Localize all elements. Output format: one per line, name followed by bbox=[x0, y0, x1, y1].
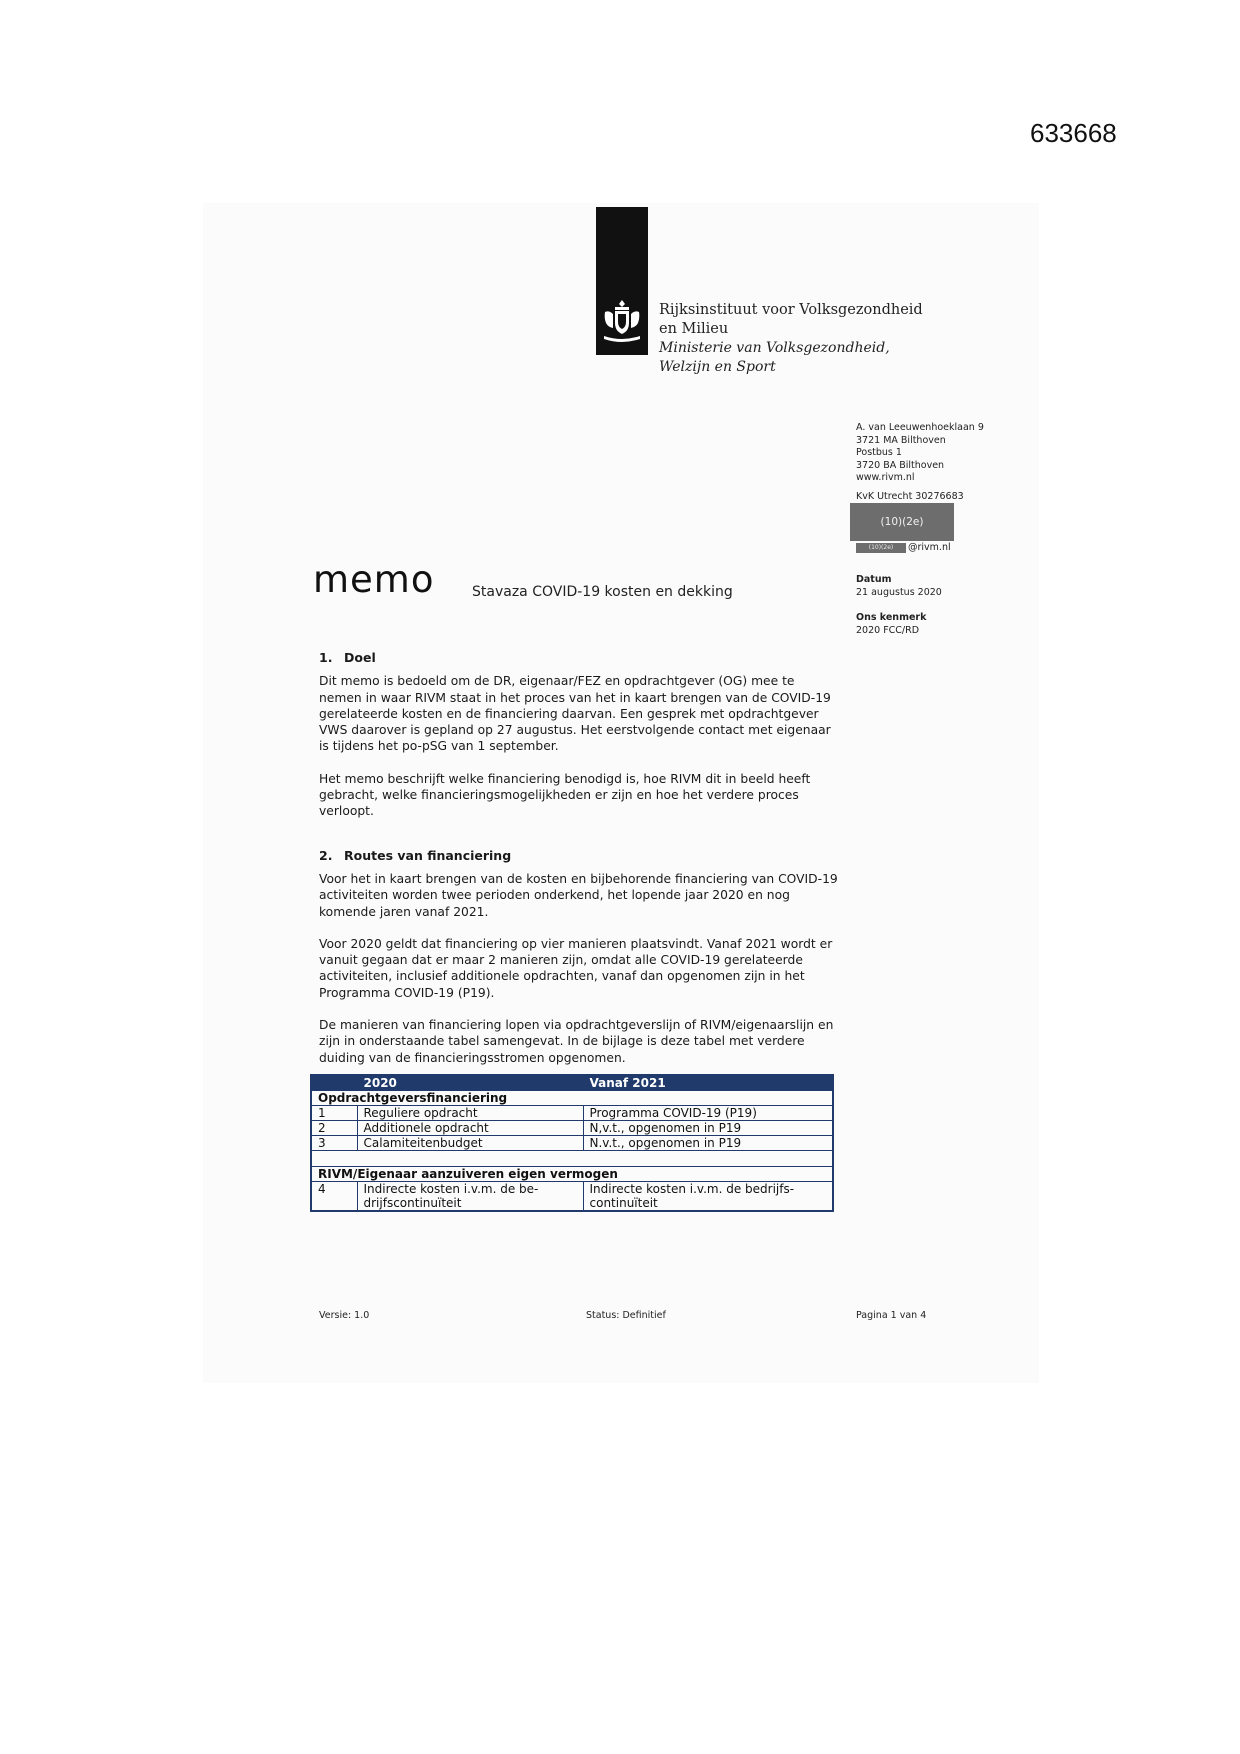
memo-body bbox=[319, 650, 839, 1082]
reference-block bbox=[856, 612, 926, 637]
table-header-2021: Vanaf 2021 bbox=[583, 1075, 833, 1091]
ministry-line-2: Welzijn en Sport bbox=[659, 359, 776, 375]
cell-line: drijfscontinuïteit bbox=[363, 1196, 462, 1210]
cell-line: continuïteit bbox=[589, 1196, 658, 1210]
section-routes bbox=[319, 848, 839, 1066]
table-cell-2020 bbox=[357, 1182, 583, 1212]
address-line: Postbus 1 bbox=[856, 447, 902, 459]
paragraph: De manieren van financiering lopen via opdrachtgeverslijn of RIVM/eigenaarslijn en zijn in onderstaande tabel samengevat. In de bijlage is deze tabel met verdere duiding van de financieringsstromen opgenomen. bbox=[319, 1018, 834, 1065]
table-cell-number: 1 bbox=[311, 1106, 357, 1121]
email-line bbox=[856, 542, 951, 553]
section-doel bbox=[319, 650, 839, 820]
section-number: 1. bbox=[319, 650, 333, 665]
organization-name bbox=[659, 301, 923, 377]
table-cell-2020: Calamiteitenbudget bbox=[357, 1136, 583, 1151]
reference-label: Ons kenmerk bbox=[856, 612, 927, 623]
section-title: Doel bbox=[344, 650, 376, 665]
section-heading bbox=[319, 848, 839, 864]
table-header-row bbox=[311, 1075, 833, 1091]
redaction-box: (10)(2e) bbox=[850, 503, 954, 541]
kvk-number: KvK Utrecht 30276683 bbox=[856, 491, 964, 502]
footer-page-number: Pagina 1 van 4 bbox=[856, 1310, 927, 1321]
address-line: A. van Leeuwenhoeklaan 9 bbox=[856, 422, 984, 433]
table-header-2020: 2020 bbox=[357, 1075, 583, 1091]
coat-of-arms-logo bbox=[601, 298, 643, 342]
org-line-1: Rijksinstituut voor Volksgezondheid bbox=[659, 302, 923, 318]
paragraph: Voor 2020 geldt dat financiering op vier manieren plaatsvindt. Vanaf 2021 wordt er vanuit gegaan dat er maar 2 manieren zijn, omdat alle COVID-19 gerelateerde activiteiten, inclusief additionele opdrachten, vanaf dan opgenomen zijn in het Programma COVID-19 (P19). bbox=[319, 936, 833, 1000]
table-cell-2021: N.v.t., opgenomen in P19 bbox=[583, 1136, 833, 1151]
paragraph: Voor het in kaart brengen van de kosten en bijbehorende financiering van COVID-19 activiteiten worden twee perioden onderkend, het lopende jaar 2020 en nog komende jaren vanaf 2021. bbox=[319, 871, 838, 919]
date-label: Datum bbox=[856, 574, 892, 585]
section-heading bbox=[319, 650, 839, 666]
table-cell-2021 bbox=[583, 1182, 833, 1212]
cell-line: Indirecte kosten i.v.m. de bedrijfs- bbox=[589, 1182, 795, 1196]
table-group-row bbox=[311, 1091, 833, 1106]
table-row bbox=[311, 1106, 833, 1121]
address-line: 3720 BA Bilthoven bbox=[856, 459, 945, 471]
table-row bbox=[311, 1121, 833, 1136]
table-cell-number: 4 bbox=[311, 1182, 357, 1212]
table-cell-2020: Reguliere opdracht bbox=[357, 1106, 583, 1121]
table-cell-2020: Additionele opdracht bbox=[357, 1121, 583, 1136]
table-group-label: Opdrachtgeversfinanciering bbox=[311, 1091, 833, 1106]
table-row bbox=[311, 1182, 833, 1212]
date-value: 21 augustus 2020 bbox=[856, 586, 942, 598]
table-cell-number: 2 bbox=[311, 1121, 357, 1136]
document-number: 633668 bbox=[1030, 118, 1117, 148]
memo-subject: Stavaza COVID-19 kosten en dekking bbox=[472, 584, 733, 600]
table-spacer-row bbox=[311, 1151, 833, 1167]
ministry-line-1: Ministerie van Volksgezondheid, bbox=[659, 340, 890, 356]
table-cell-2021: Programma COVID-19 (P19) bbox=[583, 1106, 833, 1121]
address-line: 3721 MA Bilthoven bbox=[856, 434, 946, 446]
footer-version: Versie: 1.0 bbox=[319, 1310, 370, 1321]
address-block bbox=[856, 422, 984, 485]
email-redaction: (10)(2e) bbox=[856, 543, 906, 553]
email-domain: @rivm.nl bbox=[908, 542, 951, 553]
footer-status: Status: Definitief bbox=[586, 1310, 666, 1321]
paragraph: Dit memo is bedoeld om de DR, eigenaar/FEZ en opdrachtgever (OG) mee te nemen in waar RIVM staat in het proces van het in kaart brengen van de COVID-19 gerelateerde kosten en de financiering daarvan. Een gesprek met opdrachtgever VWS daarover is gepland op 27 augustus. Het eerstvolgende contact met eigenaar is tijdens het po-pSG van 1 september. bbox=[319, 674, 831, 754]
org-line-2: en Milieu bbox=[659, 321, 729, 337]
section-title: Routes van financiering bbox=[344, 847, 512, 863]
website-link[interactable]: www.rivm.nl bbox=[856, 472, 915, 484]
reference-value: 2020 FCC/RD bbox=[856, 624, 920, 636]
table-header-cell bbox=[311, 1075, 357, 1091]
table-cell-number: 3 bbox=[311, 1136, 357, 1151]
date-block bbox=[856, 574, 942, 599]
section-number: 2. bbox=[319, 847, 333, 863]
table-cell-2021: N,v.t., opgenomen in P19 bbox=[583, 1121, 833, 1136]
paragraph: Het memo beschrijft welke financiering benodigd is, hoe RIVM dit in beeld heeft gebracht, welke financieringsmogelijkheden er zijn en hoe het verdere proces verloopt. bbox=[319, 771, 811, 819]
table-group-label: RIVM/Eigenaar aanzuiveren eigen vermogen bbox=[311, 1167, 833, 1182]
table-row bbox=[311, 1136, 833, 1151]
memo-heading: memo bbox=[313, 558, 435, 601]
table-spacer-cell bbox=[311, 1151, 833, 1167]
financing-table bbox=[310, 1074, 834, 1212]
table-group-row bbox=[311, 1167, 833, 1182]
cell-line: Indirecte kosten i.v.m. de be- bbox=[363, 1182, 539, 1196]
